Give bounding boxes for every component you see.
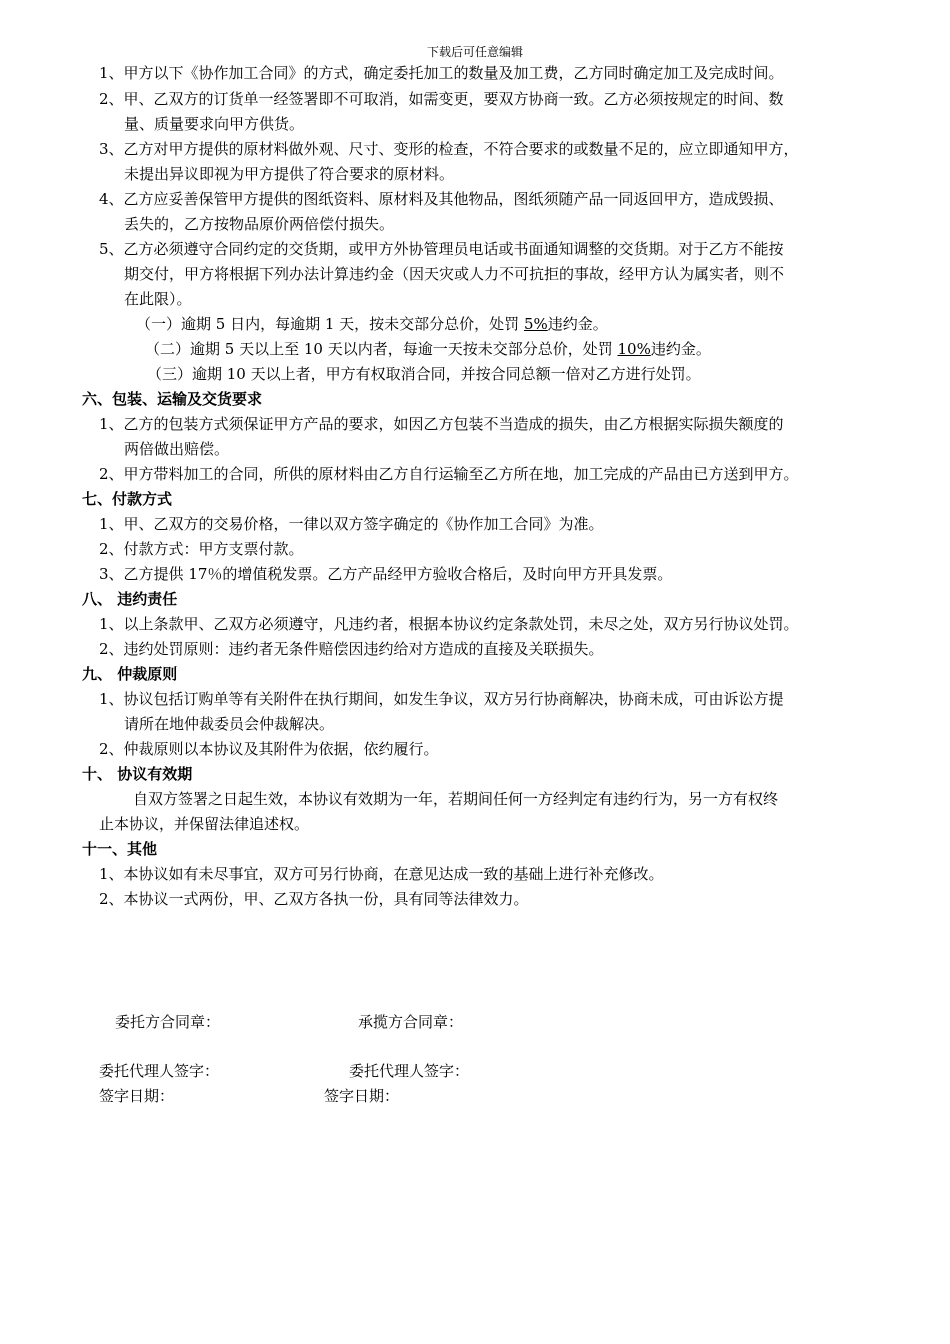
client-sign-date-label: 签字日期： — [99, 1087, 175, 1105]
item-text: 乙方必须遵守合同约定的交货期，或甲方外协管理员电话或书面通知调整的交货期。对于乙方不能按 — [123, 240, 784, 258]
item-number: 2、 — [99, 890, 124, 908]
item-number: 1、 — [99, 515, 124, 533]
item-number: 3、 — [99, 565, 124, 583]
client-agent-signature-label: 委托代理人签字： — [99, 1062, 220, 1080]
section-heading: 八、 违约责任 — [82, 590, 178, 608]
penalty-text: （一）逾期 5 日内，每逾期 1 天，按未交部分总价，处罚 — [136, 315, 524, 333]
section-heading: 七、付款方式 — [82, 490, 173, 508]
list-item — [99, 89, 784, 109]
item-number: 1、 — [99, 415, 124, 433]
item-text-continued: 在此限）。 — [124, 290, 192, 308]
item-number: 3、 — [99, 140, 124, 158]
penalty-rate: 10% — [617, 340, 651, 358]
item-text: 本协议一式两份，甲、乙双方各执一份，具有同等法律效力。 — [123, 890, 529, 908]
item-number: 5、 — [99, 240, 124, 258]
item-text: 乙方应妥善保管甲方提供的图纸资料、原材料及其他物品，图纸须随产品一同返回甲方，造成毁损、 — [123, 190, 784, 208]
item-number: 1、 — [99, 865, 124, 883]
contractor-agent-signature-label: 委托代理人签字： — [349, 1062, 470, 1080]
section-heading: 六、包装、运输及交货要求 — [82, 390, 263, 408]
item-text: 甲方以下《协作加工合同》的方式，确定委托加工的数量及加工费，乙方同时确定加工及完成时间。 — [123, 64, 784, 82]
list-item — [99, 63, 784, 83]
header-note: 下载后可任意编辑 — [426, 45, 523, 59]
item-number: 1、 — [99, 64, 124, 82]
penalty-text: （三）逾期 10 天以上者，甲方有权取消合同，并按合同总额一倍对乙方进行处罚。 — [147, 365, 701, 383]
list-item — [99, 414, 784, 434]
penalty-item — [145, 339, 711, 359]
list-item — [99, 139, 799, 159]
item-number: 2、 — [99, 465, 124, 483]
list-item — [99, 689, 784, 709]
item-text-continued: 期交付，甲方将根据下列办法计算违约金（因天灾或人力不可抗拒的事故，经甲方认为属实者，则不 — [124, 265, 785, 283]
client-seal-label: 委托方合同章： — [115, 1013, 221, 1031]
item-number: 2、 — [99, 90, 124, 108]
section-heading: 十、 协议有效期 — [82, 765, 193, 783]
penalty-text-end: 违约金。 — [547, 315, 608, 333]
section-heading: 九、 仲裁原则 — [82, 665, 178, 683]
list-item — [99, 739, 439, 759]
list-item — [99, 564, 672, 584]
item-text: 仲裁原则以本协议及其附件为依据，依约履行。 — [123, 740, 439, 758]
item-number: 2、 — [99, 540, 124, 558]
list-item — [99, 189, 784, 209]
contractor-sign-date-label: 签字日期： — [324, 1087, 400, 1105]
item-number: 1、 — [99, 615, 124, 633]
item-text: 甲方带料加工的合同，所供的原材料由乙方自行运输至乙方所在地，加工完成的产品由已方送到甲方。 — [123, 465, 799, 483]
list-item — [99, 889, 529, 909]
contractor-seal-label: 承揽方合同章： — [358, 1013, 464, 1031]
item-number: 2、 — [99, 640, 124, 658]
item-text: 甲、乙双方的交易价格，一律以双方签字确定的《协作加工合同》为准。 — [123, 515, 604, 533]
list-item — [99, 239, 784, 259]
item-number: 4、 — [99, 190, 124, 208]
list-item — [99, 864, 664, 884]
item-text-continued: 量、质量要求向甲方供货。 — [124, 115, 305, 133]
item-text: 乙方对甲方提供的原材料做外观、尺寸、变形的检查，不符合要求的或数量不足的，应立即通知甲方， — [123, 140, 799, 158]
item-text: 协议包括订购单等有关附件在执行期间，如发生争议，双方另行协商解决，协商未成，可由诉讼方提 — [123, 690, 784, 708]
item-text: 付款方式：甲方支票付款。 — [123, 540, 304, 558]
paragraph-text: 自双方签署之日起生效，本协议有效期为一年，若期间任何一方经判定有违约行为，另一方有权终 — [133, 790, 779, 808]
item-text: 本协议如有未尽事宜，双方可另行协商，在意见达成一致的基础上进行补充修改。 — [123, 865, 664, 883]
penalty-item — [136, 314, 608, 334]
item-text-continued: 未提出异议即视为甲方提供了符合要求的原材料。 — [124, 165, 455, 183]
penalty-text: （二）逾期 5 天以上至 10 天以内者，每逾一天按未交部分总价，处罚 — [145, 340, 618, 358]
item-text-continued: 丢失的，乙方按物品原价两倍偿付损失。 — [124, 215, 395, 233]
penalty-text-end: 违约金。 — [650, 340, 711, 358]
item-text: 乙方的包装方式须保证甲方产品的要求，如因乙方包装不当造成的损失，由乙方根据实际损失额度的 — [123, 415, 784, 433]
list-item — [99, 539, 304, 559]
list-item — [99, 464, 799, 484]
list-item — [99, 614, 799, 634]
item-text-continued: 两倍做出赔偿。 — [124, 440, 230, 458]
item-text: 违约处罚原则：违约者无条件赔偿因违约给对方造成的直接及关联损失。 — [123, 640, 604, 658]
item-text: 以上条款甲、乙双方必须遵守，凡违约者，根据本协议约定条款处罚，未尽之处，双方另行协议处罚。 — [123, 615, 799, 633]
item-text: 乙方提供 17％的增值税发票。乙方产品经甲方验收合格后，及时向甲方开具发票。 — [123, 565, 673, 583]
item-text-continued: 请所在地仲裁委员会仲裁解决。 — [124, 715, 335, 733]
item-text: 甲、乙双方的订货单一经签署即不可取消，如需变更，要双方协商一致。乙方必须按规定的时间、数 — [123, 90, 784, 108]
item-number: 1、 — [99, 690, 124, 708]
list-item — [99, 514, 604, 534]
paragraph-text-continued: 止本协议，并保留法律追述权。 — [99, 815, 310, 833]
penalty-rate: 5% — [523, 315, 548, 333]
item-number: 2、 — [99, 740, 124, 758]
penalty-item — [147, 364, 701, 384]
section-heading: 十一、其他 — [82, 840, 158, 858]
list-item — [99, 639, 604, 659]
